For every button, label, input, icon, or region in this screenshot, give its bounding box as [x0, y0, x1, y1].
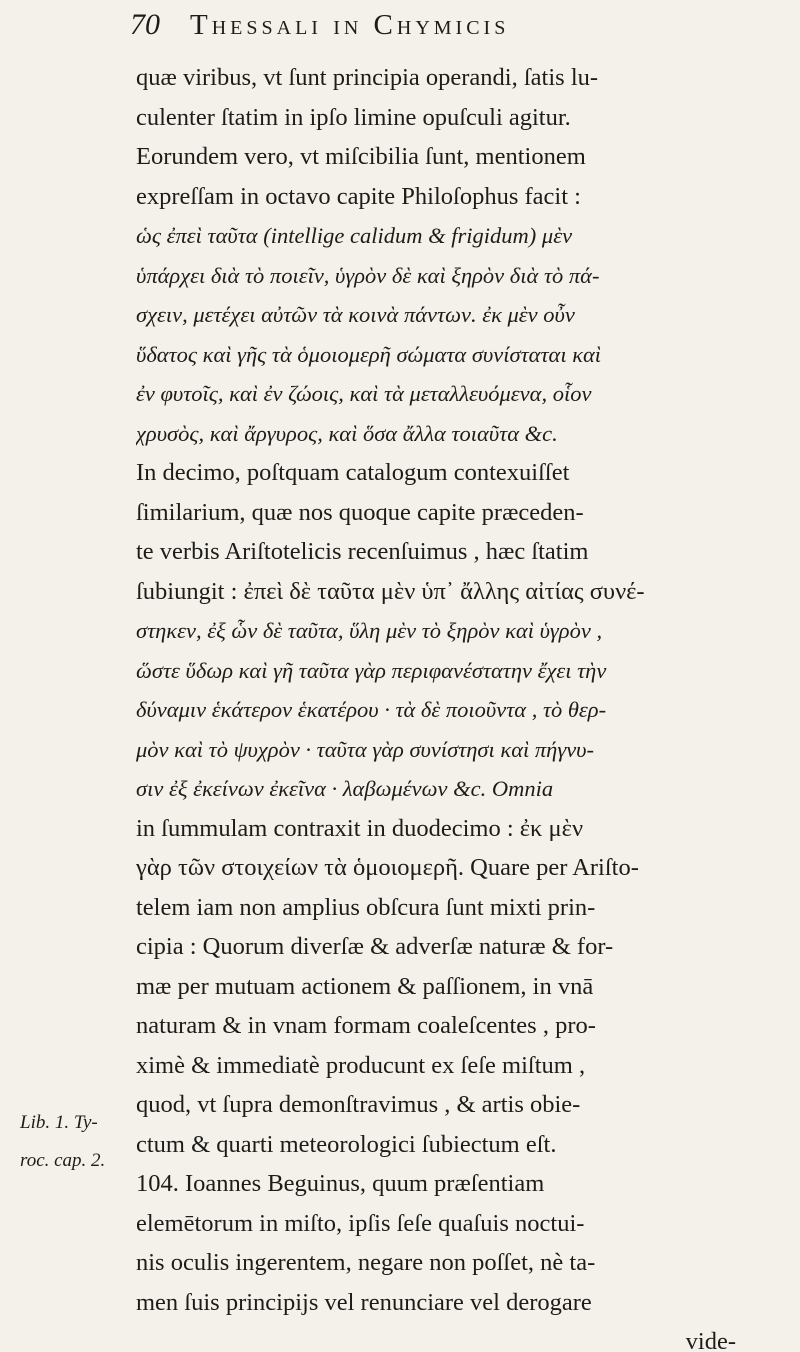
greek-text-line: ὥστε ὕδωρ καὶ γῆ ταῦτα γὰρ περιφανέστατην ἔχει τὴν: [136, 657, 607, 683]
text-line: culenter ſtatim in ipſo limine opuſculi agitur.: [136, 103, 571, 131]
text-line: in ſummulam contraxit in duodecimo : ἐκ μὲν: [136, 814, 584, 842]
greek-text-line: ὕδατος καὶ γῆς τὰ ὁμοιομερῆ σώματα συνίσταται καὶ: [136, 341, 602, 367]
text-line: men ſuis principijs vel renunciare vel derogare: [136, 1288, 592, 1316]
running-head: Thessali in Chymicis: [190, 9, 510, 41]
greek-text-line: στηκεν, ἐξ ὧν δὲ ταῦτα, ὕλη μὲν τὸ ξηρὸν καὶ ὑγρὸν ,: [136, 618, 603, 643]
catchword: vide-: [685, 1328, 736, 1352]
text-line: ctum & quarti meteorologici ſubiectum eſt.: [136, 1130, 557, 1158]
text-line: telem iam non amplius obſcura ſunt mixti prin-: [136, 893, 596, 921]
greek-text-line: ἐν φυτοῖς, καὶ ἐν ζώοις, καὶ τὰ μεταλλευόμενα, οἷον: [136, 381, 592, 406]
text-line: Eorundem vero, vt miſcibilia ſunt, mentionem: [136, 143, 586, 170]
margin-note: roc. cap. 2.: [20, 1150, 106, 1171]
greek-text-line: ὑπάρχει διὰ τὸ ποιεῖν, ὑγρὸν δὲ καὶ ξηρὸν διὰ τὸ πά-: [136, 262, 600, 288]
text-line: In decimo, poſtquam catalogum contexuiſſet: [136, 459, 570, 486]
text-line: mæ per mutuam actionem & paſſionem, in vnā: [136, 972, 594, 1000]
text-line: γὰρ τῶν στοιχείων τὰ ὁμοιομερῆ. Quare per Ariſto-: [136, 854, 639, 881]
text-line: ximè & immediatè producunt ex ſeſe miſtum ,: [136, 1051, 586, 1079]
greek-text-line: σχειν, μετέχει αὐτῶν τὰ κοινὰ πάντων. ἐκ μὲν οὖν: [136, 302, 575, 327]
text-line: te verbis Ariſtotelicis recenſuimus , hæc ſtatim: [136, 538, 589, 565]
text-line: nis oculis ingerentem, negare non poſſet, nè ta-: [136, 1249, 596, 1276]
greek-text-line: χρυσὸς, καὶ ἄργυρος, καὶ ὅσα ἄλλα τοιαῦτα &c.: [136, 420, 558, 446]
text-line: ſubiungit : ἐπεὶ δὲ ταῦτα μὲν ὑπ᾽ ἄλλης αἰτίας συνέ-: [136, 577, 645, 605]
greek-text-line: δύναμιν ἑκάτερον ἑκατέρου · τὰ δὲ ποιοῦντα , τὸ θερ-: [136, 697, 607, 722]
page-header: [130, 8, 690, 50]
text-line: cipia : Quorum diverſæ & adverſæ naturæ & for-: [136, 933, 614, 960]
text-line: quod, vt ſupra demonſtravimus , & artis obie-: [136, 1091, 581, 1118]
text-line: expreſſam in octavo capite Philoſophus facit :: [136, 182, 581, 210]
text-line: 104. Ioannes Beguinus, quum præſentiam: [136, 1170, 545, 1197]
page-number: 70: [130, 8, 160, 41]
text-line: ſimilarium, quæ nos quoque capite præceden-: [136, 498, 584, 526]
greek-text-line: μὸν καὶ τὸ ψυχρὸν · ταῦτα γὰρ συνίστησι καὶ πήγνυ-: [136, 736, 594, 762]
body-text: [136, 58, 776, 1352]
greek-text-line: σιν ἐξ ἐκείνων ἐκεῖνα · λαβωμένων &c. Omnia: [136, 776, 554, 801]
text-line: elemētorum in miſto, ipſis ſeſe quaſuis noctui-: [136, 1209, 585, 1237]
margin-note: Lib. 1. Ty-: [20, 1112, 98, 1133]
text-line: naturam & in vnam formam coaleſcentes , pro-: [136, 1012, 596, 1039]
text-line: quæ viribus, vt ſunt principia operandi, ſatis lu-: [136, 64, 599, 91]
greek-text-line: ὡς ἐπεὶ ταῦτα (intellige calidum & frigidum) μὲν: [136, 223, 573, 248]
